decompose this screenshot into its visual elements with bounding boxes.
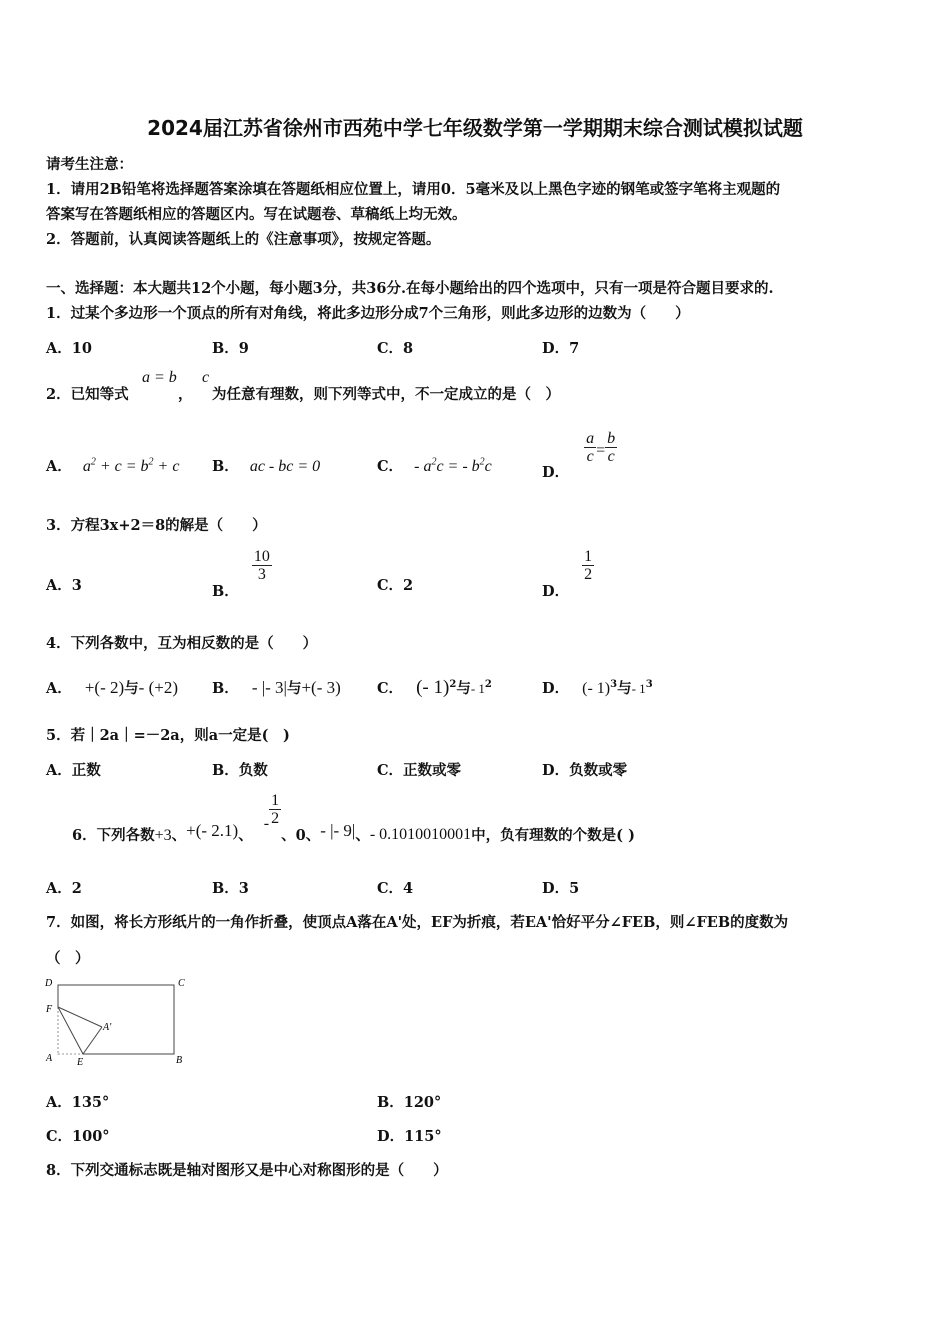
crease-ef [58, 1007, 83, 1054]
q2-stem-a: 2．已知等式 [46, 386, 129, 403]
q2-option-d-eq: = [596, 441, 606, 459]
q2-option-b-expr: ac - bc = 0 [249, 458, 321, 475]
q1-option-a[interactable]: A．10 [46, 340, 92, 357]
q2-option-c-expr: - $a^2c$ = - $b^2c$ [414, 456, 492, 475]
notice-line-1a: 1．请用2B铅笔将选择题答案涂填在答题纸相应位置上，请用0．5毫米及以上黑色字迹的钢笔或签字笔将主观题的 [46, 181, 781, 198]
notice-heading: 请考生注意： [46, 156, 133, 173]
q3-option-d[interactable]: D． $\frac{1}{2}$ [542, 548, 593, 600]
q3-stem: 3．方程3x+2＝8的解是（ ） [46, 517, 267, 534]
q7-option-a[interactable]: A．135° [46, 1094, 110, 1111]
label-f: F [46, 1004, 53, 1015]
q3-option-b[interactable]: B． $\frac{10}{3}$ [212, 548, 270, 600]
label-b: B [176, 1055, 183, 1066]
q2-option-a[interactable] [46, 455, 179, 476]
q2-var-c: c [202, 369, 210, 386]
q3-option-c[interactable]: C．2 [377, 577, 414, 594]
q3-option-d-frac: $\frac{1}{2}$ [584, 548, 593, 583]
notice-line-2: 2．答题前，认真阅读答题纸上的《注意事项》，按规定答题。 [46, 231, 441, 248]
q4-option-b[interactable]: B． - |- 3|与+(- 3) [212, 678, 341, 697]
page-title: 2024届江苏省徐州市西苑中学七年级数学第一学期期末综合测试模拟试题 [147, 116, 803, 140]
q8-stem: 8．下列交通标志既是轴对图形又是中心对称图形的是（ ） [46, 1162, 448, 1179]
q5-option-b[interactable]: B．负数 [212, 762, 268, 779]
q6-option-a[interactable]: A．2 [46, 880, 82, 897]
q1-option-c[interactable]: C．8 [377, 340, 414, 357]
q2-option-d[interactable] [542, 430, 617, 481]
q7-figure [40, 972, 200, 1072]
q5-option-a[interactable]: A．正数 [46, 762, 101, 779]
q2-option-c[interactable] [377, 455, 492, 476]
q2-option-c-label: C． [377, 458, 404, 475]
q6-num-4: 0 [295, 826, 306, 844]
q2-option-b[interactable] [212, 455, 320, 476]
q4-option-d[interactable]: D． (- 1)$^3$与- $1^3$ [542, 679, 653, 697]
q6-num-3: $\frac{1}{2}$ [271, 792, 280, 827]
q6-stem: 6．下列各数+3、+(- 2.1)、 - $\frac{1}{2}$ 、0、- |- 9|、- 0.1010010001中，负有理数的个数是( ) [72, 792, 635, 844]
q6-option-b[interactable]: B．3 [212, 880, 249, 897]
q1-stem: 1．过某个多边形一个顶点的所有对角线，将此多边形分成7个三角形，则此多边形的边数为（ ） [46, 305, 690, 322]
q4-option-c[interactable]: C． (- 1)$^2$与- $1^2$ [377, 677, 492, 698]
q2-stem-b: 为任意有理数，则下列等式中，不一定成立的是（ ） [212, 386, 560, 403]
label-e: E [77, 1057, 84, 1068]
q2-equation: a = b [142, 369, 177, 386]
q1-option-d[interactable]: D．7 [542, 340, 580, 357]
label-a-prime: A' [103, 1022, 112, 1033]
rectangle-abcd [58, 985, 174, 1054]
q6-num-5: - |- 9| [320, 820, 356, 840]
q6-num-2: +(- 2.1) [186, 820, 239, 840]
notice-line-1b: 答案写在答题纸相应的答题区内。写在试题卷、草稿纸上均无效。 [46, 206, 467, 223]
q4-option-a[interactable]: A． +(- 2)与- (+2) [46, 678, 178, 697]
q2-option-a-expr: $a^2 + c = b^2 + c$ [82, 456, 180, 475]
q2-option-a-label: A． [46, 458, 72, 475]
q7-stem: 7．如图，将长方形纸片的一角作折叠，使顶点A落在A'处，EF为折痕，若EA'恰好平分∠FEB，则∠FEB的度数为 [46, 914, 789, 931]
q2-option-b-label: B． [212, 458, 239, 475]
edge-ea-prime [83, 1027, 102, 1054]
q2-option-d-frac-2: $\frac{b}{c}$ [607, 430, 616, 465]
q3-equation: 3x+2＝8 [99, 517, 166, 534]
q5-option-d[interactable]: D．负数或零 [542, 762, 628, 779]
q6-option-d[interactable]: D．5 [542, 880, 580, 897]
q5-stem: 5．若｜2a｜=－2a，则a一定是( ) [46, 727, 290, 744]
edge-fa-prime [58, 1007, 102, 1027]
label-c: C [178, 978, 185, 989]
q2-comma: ， [178, 386, 193, 403]
q2-option-d-label: D． [542, 463, 570, 481]
q7-option-b[interactable]: B．120° [377, 1094, 442, 1111]
label-d: D [45, 978, 53, 989]
q7-paren: （ ） [46, 950, 90, 967]
q6-num-1: +3 [154, 826, 172, 844]
q5-option-c[interactable]: C．正数或零 [377, 762, 462, 779]
q3-option-a[interactable]: A．3 [46, 577, 82, 594]
q6-num-3-sign: - [263, 814, 270, 832]
q6-option-c[interactable]: C．4 [377, 880, 414, 897]
q7-option-c[interactable]: C．100° [46, 1128, 110, 1145]
q3-option-b-frac: $\frac{10}{3}$ [253, 548, 270, 583]
q6-num-6: - 0.1010010001 [369, 825, 472, 843]
q2-option-d-frac-1: $\frac{a}{c}$ [586, 430, 595, 465]
q1-option-b[interactable]: B．9 [212, 340, 249, 357]
section-heading: 一、选择题：本大题共12个小题，每小题3分，共36分.在每小题给出的四个选项中，只有一项是符合题目要求的. [46, 280, 774, 297]
q4-stem: 4．下列各数中，互为相反数的是（ ） [46, 635, 318, 652]
q7-option-d[interactable]: D．115° [377, 1128, 442, 1145]
label-a: A [46, 1053, 53, 1064]
